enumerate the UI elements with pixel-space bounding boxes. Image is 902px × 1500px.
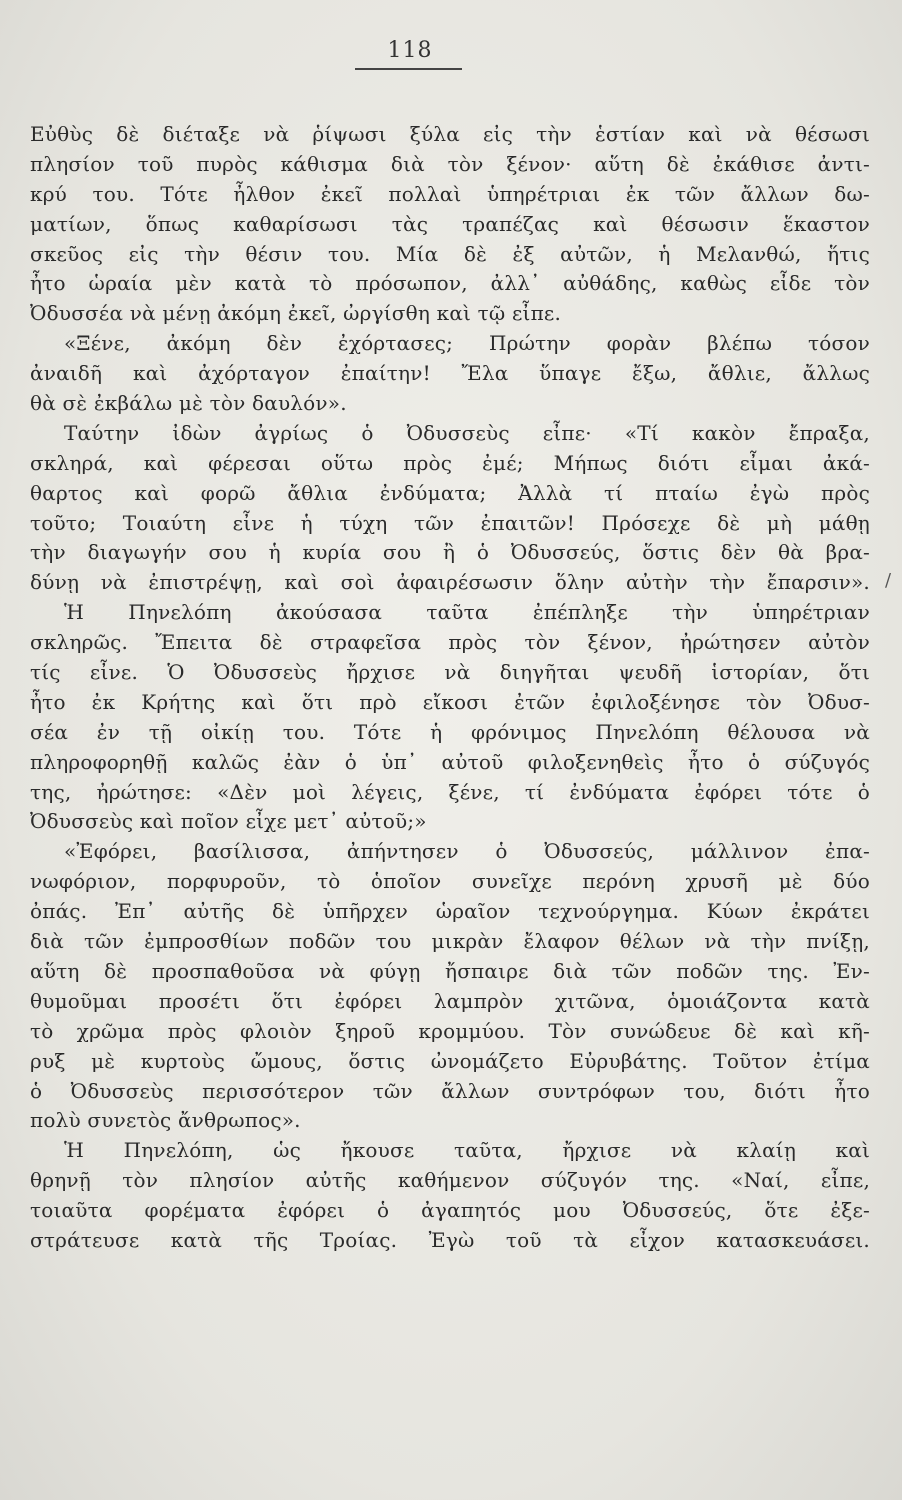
text-line: πλησίον τοῦ πυρὸς κάθισμα διὰ τὸν ξένον· αὕτη δὲ ἐκάθισε ἀντι- (30, 151, 870, 176)
text-line: θρηνῇ τὸν πλησίον αὐτῆς καθήμενον σύζυγόν της. «Ναί, εἶπε, (30, 1168, 870, 1193)
body-text (30, 120, 870, 1256)
text-line: ὁ Ὀδυσσεὺς περισσότερον τῶν ἄλλων συντρόφων του, διότι ἦτο (30, 1078, 870, 1103)
text-line: τοῦτο; Τοιαύτη εἶνε ἡ τύχη τῶν ἐπαιτῶν! Πρόσεχε δὲ μὴ μάθῃ (30, 510, 870, 535)
text-line: θαρτος καὶ φορῶ ἄθλια ἐνδύματα; Ἀλλὰ τί πταίω ἐγὼ πρὸς (30, 480, 870, 505)
margin-mark: / (885, 570, 892, 591)
text-line: τὸ χρῶμα πρὸς φλοιὸν ξηροῦ κρομμύου. Τὸν συνώδευε δὲ καὶ κῆ- (30, 1018, 870, 1043)
text-line: Ἡ Πηνελόπη ἀκούσασα ταῦτα ἐπέπληξε τὴν ὑπηρέτριαν (64, 600, 870, 625)
text-line: πληροφορηθῇ καλῶς ἐὰν ὁ ὑπ᾽ αὐτοῦ φιλοξενηθεὶς ἦτο ὁ σύζυγός (30, 749, 870, 774)
text-line: διὰ τῶν ἐμπροσθίων ποδῶν του μικρὰν ἔλαφον θέλων νὰ τὴν πνίξῃ, (30, 929, 870, 954)
text-line: Εὐθὺς δὲ διέταξε νὰ ῥίψωσι ξύλα εἰς τὴν ἑστίαν καὶ νὰ θέσωσι (30, 122, 870, 146)
text-line: τοιαῦτα φορέματα ἐφόρει ὁ ἀγαπητός μου Ὀδυσσεύς, ὅτε ἐξε- (30, 1198, 870, 1223)
text-line: Ἡ Πηνελόπη, ὡς ἤκουσε ταῦτα, ἤρχισε νὰ κλαίῃ καὶ (64, 1138, 870, 1163)
text-line: Ταύτην ἰδὼν ἀγρίως ὁ Ὀδυσσεὺς εἶπε· «Τί κακὸν ἔπραξα, (64, 420, 870, 445)
text-line: «Ξένε, ἀκόμη δὲν ἐχόρτασες; Πρώτην φορὰν βλέπω τόσον (64, 331, 870, 356)
text-line: της, ἠρώτησε: «Δὲν μοὶ λέγεις, ξένε, τί ἐνδύματα ἐφόρει τότε ὁ (30, 779, 870, 804)
text-line: «Ἐφόρει, βασίλισσα, ἀπήντησεν ὁ Ὀδυσσεύς, μάλλινον ἐπα- (64, 839, 870, 864)
text-line: Ὀδυσσεὺς καὶ ποῖον εἶχε μετ᾽ αὐτοῦ;» (30, 809, 427, 834)
text-line: σκληρά, καὶ φέρεσαι οὕτω πρὸς ἐμέ; Μήπως διότι εἶμαι ἀκά- (30, 450, 870, 475)
text-line: ἀναιδῆ καὶ ἀχόρταγον ἐπαίτην! Ἔλα ὕπαγε ἔξω, ἄθλιε, ἄλλως (30, 361, 870, 386)
text-line: σέα ἐν τῇ οἰκίῃ του. Τότε ἡ φρόνιμος Πηνελόπη θέλουσα νὰ (30, 719, 870, 744)
text-line: ρυξ μὲ κυρτοὺς ὤμους, ὅστις ὠνομάζετο Εὐρυβάτης. Τοῦτον ἐτίμα (30, 1048, 870, 1073)
text-line: Ὀδυσσέα νὰ μένῃ ἀκόμη ἐκεῖ, ὠργίσθη καὶ τῷ εἶπε. (30, 301, 562, 326)
text-line: σκληρῶς. Ἔπειτα δὲ στραφεῖσα πρὸς τὸν ξένον, ἠρώτησεν αὐτὸν (30, 630, 870, 655)
text-line: θυμοῦμαι προσέτι ὅτι ἐφόρει λαμπρὸν χιτῶνα, ὁμοιάζοντα κατὰ (30, 988, 870, 1013)
text-line: κρύ του. Τότε ἦλθον ἐκεῖ πολλαὶ ὑπηρέτριαι ἐκ τῶν ἄλλων δω- (30, 181, 870, 206)
text-line: τὴν διαγωγήν σου ἡ κυρία σου ἢ ὁ Ὀδυσσεύς, ὅστις δὲν θὰ βρα- (30, 540, 870, 565)
text-line: ἦτο ἐκ Κρήτης καὶ ὅτι πρὸ εἴκοσι ἐτῶν ἐφιλοξένησε τὸν Ὀδυσ- (30, 689, 870, 714)
text-line: ἦτο ὡραία μὲν κατὰ τὸ πρόσωπον, ἀλλ᾽ αὐθάδης, καθὼς εἶδε τὸν (30, 271, 870, 296)
text-line: ὀπάς. Ἐπ᾽ αὐτῆς δὲ ὑπῆρχεν ὡραῖον τεχνούργημα. Κύων ἐκράτει (30, 899, 870, 924)
text-line: θὰ σὲ ἐκβάλω μὲ τὸν δαυλόν». (30, 391, 347, 416)
page-number: 118 (387, 38, 433, 63)
text-line: νωφόριον, πορφυροῦν, τὸ ὁποῖον συνεῖχε περόνη χρυσῆ μὲ δύο (30, 869, 870, 894)
text-line: σκεῦος εἰς τὴν θέσιν του. Μία δὲ ἐξ αὐτῶν, ἡ Μελανθώ, ἥτις (30, 241, 870, 266)
text-line: αὕτη δὲ προσπαθοῦσα νὰ φύγῃ ἤσπαιρε διὰ τῶν ποδῶν της. Ἐν- (30, 958, 870, 983)
text-line: τίς εἶνε. Ὁ Ὀδυσσεὺς ἤρχισε νὰ διηγῆται ψευδῆ ἱστορίαν, ὅτι (30, 660, 870, 685)
text-line: ματίων, ὅπως καθαρίσωσι τὰς τραπέζας καὶ θέσωσιν ἕκαστον (30, 211, 870, 236)
text-line: δύνῃ νὰ ἐπιστρέψῃ, καὶ σοὶ ἀφαιρέσωσιν ὅλην αὐτὴν τὴν ἔπαρσιν». (30, 570, 870, 595)
text-line: στράτευσε κατὰ τῆς Τροίας. Ἐγὼ τοῦ τὰ εἶχον κατασκευάσει. (30, 1227, 870, 1252)
page-number-rule (355, 68, 462, 70)
text-line: πολὺ συνετὸς ἄνθρωπος». (30, 1108, 301, 1133)
